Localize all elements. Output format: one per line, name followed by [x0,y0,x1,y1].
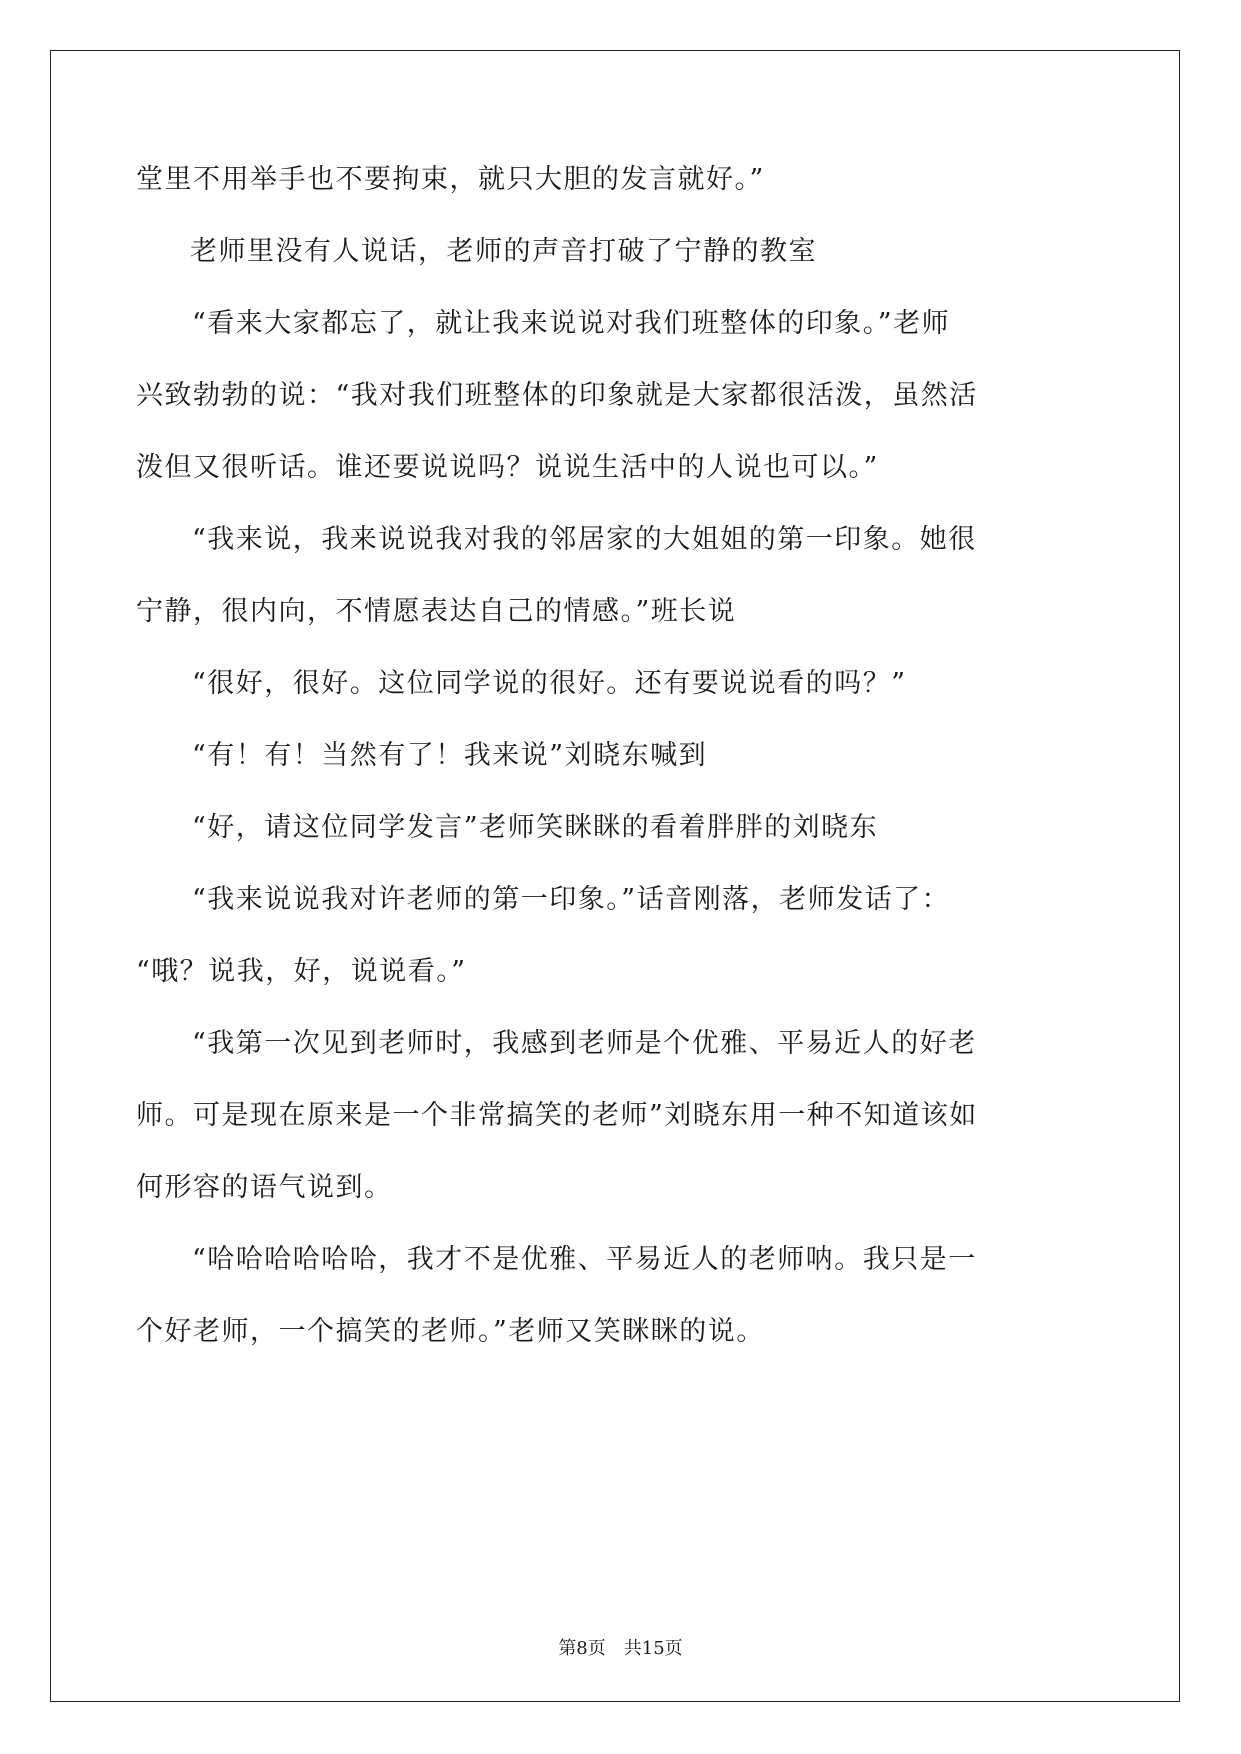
text-line: “我第一次见到老师时，我感到老师是个优雅、平易近人的好老 [192,1028,977,1059]
page-frame [50,50,1180,1702]
text-line: “哈哈哈哈哈哈，我才不是优雅、平易近人的老师呐。我只是一 [192,1244,977,1275]
text-line: 师。可是现在原来是一个非常搞笑的老师”刘晓东用一种不知道该如 [136,1100,978,1131]
text-line: “好，请这位同学发言”老师笑眯眯的看着胖胖的刘晓东 [192,812,879,843]
page-number: 第8页 [558,1638,606,1659]
text-line: 宁静，很内向，不情愿表达自己的情感。”班长说 [136,596,737,627]
text-line: “我来说说我对许老师的第一印象。”话音刚落，老师发话了： [192,884,951,915]
text-line: “有！有！当然有了！我来说”刘晓东喊到 [192,740,708,771]
text-line: 个好老师，一个搞笑的老师。”老师又笑眯眯的说。 [136,1316,765,1347]
text-line: 堂里不用举手也不要拘束，就只大胆的发言就好。” [136,164,765,195]
text-line: “很好，很好。这位同学说的很好。还有要说说看的吗？” [192,668,907,699]
text-line: “看来大家都忘了，就让我来说说对我们班整体的印象。”老师 [192,308,951,339]
text-line: 兴致勃勃的说：“我对我们班整体的印象就是大家都很活泼，虽然活 [136,380,978,411]
text-line: “哦？说我，好，说说看。” [136,956,467,987]
text-line: 泼但又很听话。谁还要说说吗？说说生活中的人说也可以。” [136,452,879,483]
text-line: 老师里没有人说话，老师的声音打破了宁静的教室 [190,236,817,267]
text-line: “我来说，我来说说我对我的邻居家的大姐姐的第一印象。她很 [192,524,977,555]
page-total: 共15页 [623,1638,683,1659]
page-footer [0,1637,1241,1661]
text-line: 何形容的语气说到。 [136,1172,393,1203]
